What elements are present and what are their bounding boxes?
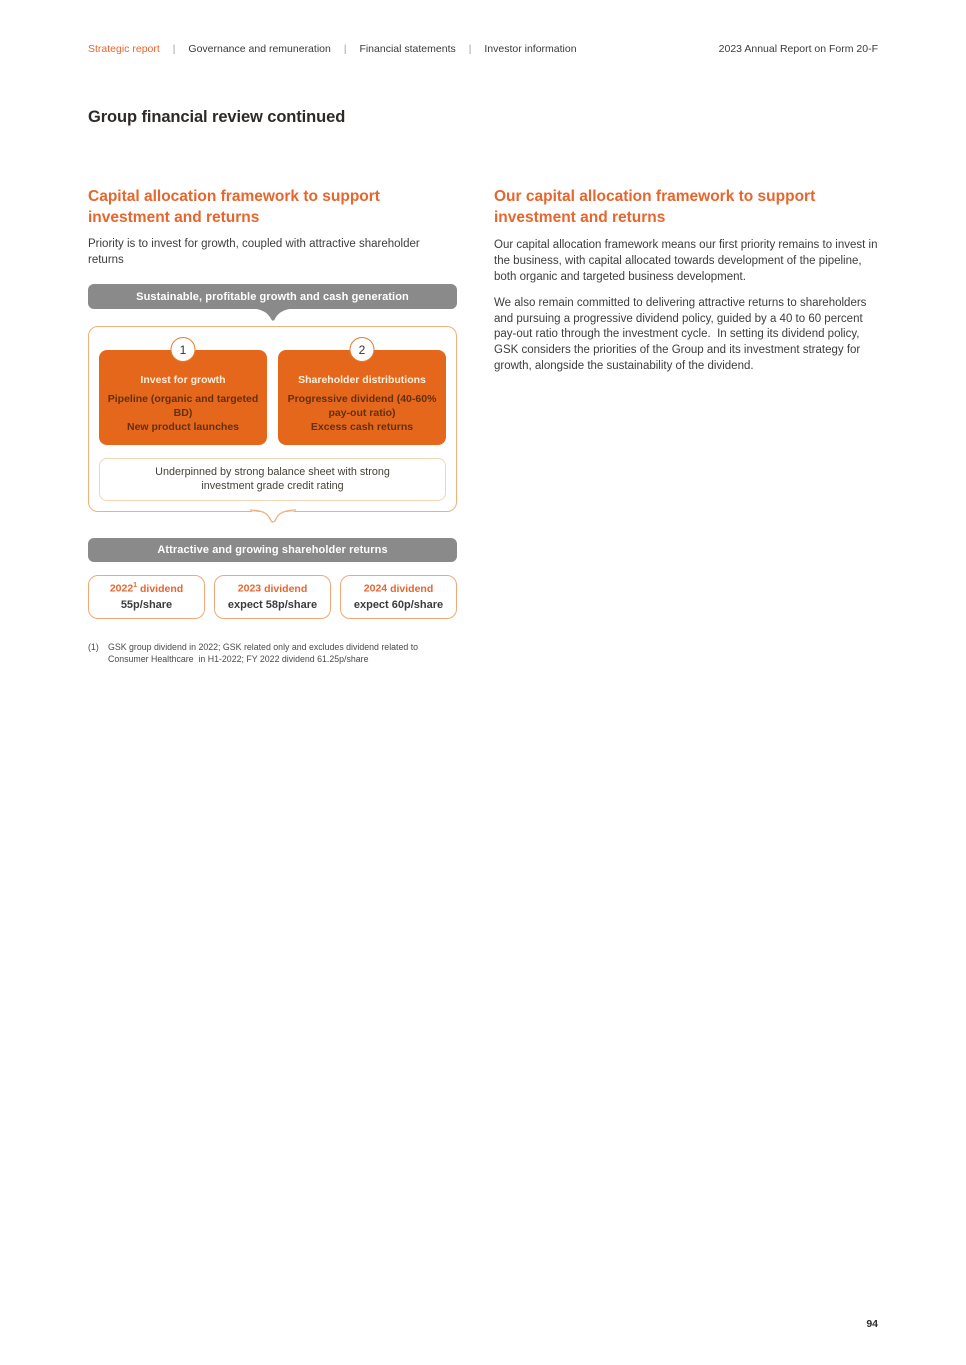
page-title: Group financial review continued xyxy=(88,108,346,126)
report-title: 2023 Annual Report on Form 20-F xyxy=(718,43,878,55)
underpinned-note-text: Underpinned by strong balance sheet with strong investment grade credit rating xyxy=(155,465,390,493)
pillar-line: Pipeline (organic and targeted BD) xyxy=(107,393,259,420)
diagram-bottom-bar-label: Attractive and growing shareholder returns xyxy=(157,543,388,556)
pillar-title: Shareholder distributions xyxy=(298,374,426,387)
footnote-ref: 1 xyxy=(133,582,138,590)
dividend-year: 2022 xyxy=(109,582,134,595)
nav-item-investor-information[interactable]: Investor information xyxy=(484,43,577,55)
pillar-title: Invest for growth xyxy=(140,374,226,387)
down-arrow-tail-icon xyxy=(251,308,295,321)
diagram-top-bar-label: Sustainable, profitable growth and cash generation xyxy=(136,290,409,303)
dividend-title xyxy=(364,581,433,596)
pillar-number-badge: 1 xyxy=(171,337,196,362)
dividend-box-2023 xyxy=(214,575,331,619)
left-intro-text: Priority is to invest for growth, coupled with attractive shareholder returns xyxy=(88,238,423,266)
dividend-label: dividend xyxy=(390,582,434,595)
dividend-year: 2024 xyxy=(363,582,388,595)
page-number: 94 xyxy=(866,1318,878,1330)
dividend-box-2022 xyxy=(88,575,205,619)
diagram-top-bar xyxy=(88,284,457,309)
nav-item-strategic-report[interactable]: Strategic report xyxy=(88,43,160,55)
pillar-shareholder-distributions xyxy=(278,342,446,444)
diagram-bottom-bar xyxy=(88,538,457,562)
underpinned-note-box xyxy=(99,458,446,501)
body-paragraph: Our capital allocation framework means our first priority remains to invest in the business, with capital allocated towards development of the pipeline, both organic and targeted business development. xyxy=(494,239,881,283)
dividend-title xyxy=(110,581,183,596)
pillar-line: Excess cash returns xyxy=(310,421,414,434)
outline-arrow-tail-icon xyxy=(250,509,296,524)
left-column xyxy=(88,186,457,666)
framework-pillars xyxy=(99,342,446,444)
nav-item-governance[interactable]: Governance and remuneration xyxy=(188,43,331,55)
dividend-value: expect 60p/share xyxy=(353,598,444,611)
dividend-value: expect 58p/share xyxy=(227,598,318,611)
pillar-number-badge: 2 xyxy=(350,337,375,362)
dividend-label: dividend xyxy=(140,582,184,595)
body-paragraph: We also remain committed to delivering attractive returns to shareholders and pursuing a progressive dividend policy, guided by a 40 to 60 percent pay-out ratio through the investment cycle. In setting its dividend policy, GSK considers the priorities of the Group and its investment strategy for growth, alongside the sustainability of the dividend. xyxy=(494,296,870,373)
footnote-text: GSK group dividend in 2022; GSK related only and excludes dividend related to Consumer Healthcare in H1-2022; FY 2022 dividend 61.25p/share xyxy=(108,641,421,665)
pillar-line: Progressive dividend (40-60% pay-out ratio) xyxy=(287,393,437,420)
dividend-value: 55p/share xyxy=(120,598,173,611)
left-section-heading: Capital allocation framework to support investment and returns xyxy=(88,188,380,227)
framework-container xyxy=(88,326,457,511)
nav-separator: | xyxy=(172,44,176,55)
dividend-boxes xyxy=(88,575,457,619)
dividend-label: dividend xyxy=(264,582,308,595)
dividend-box-2024 xyxy=(340,575,457,619)
pillar-line: New product launches xyxy=(126,421,240,434)
dividend-year: 2023 xyxy=(237,582,262,595)
nav-separator: | xyxy=(468,44,472,55)
nav-separator: | xyxy=(343,44,347,55)
nav-item-financial-statements[interactable]: Financial statements xyxy=(359,43,456,55)
pillar-invest-for-growth xyxy=(99,342,267,444)
footnote-marker: (1) xyxy=(88,641,99,652)
section-nav xyxy=(88,43,577,55)
right-column xyxy=(494,186,881,375)
page-header xyxy=(88,43,878,55)
right-section-heading: Our capital allocation framework to support investment and returns xyxy=(494,188,816,227)
footnote xyxy=(88,641,457,667)
dividend-title xyxy=(238,581,307,596)
